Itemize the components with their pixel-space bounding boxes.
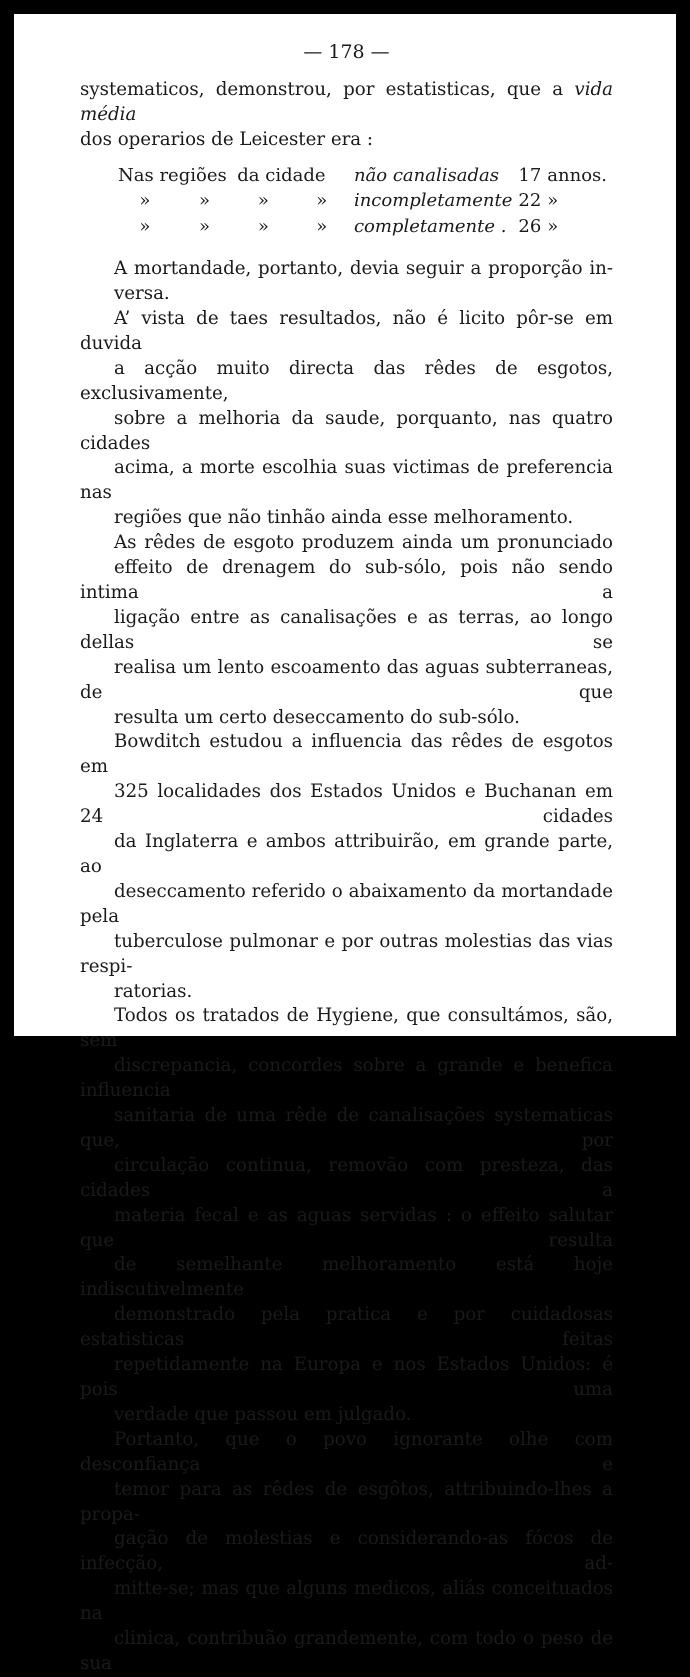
text-line: ligação entre as canalisações e as terras, ao longo dellas se [80, 606, 613, 653]
text-line: temor para as rêdes de esgôtos, attribuindo-lhes a propa- [80, 1478, 613, 1525]
intro-paragraph [80, 78, 613, 153]
unit: annos. [547, 164, 607, 186]
text-line: sanitaria de uma rêde de canalisações systematicas que, por [80, 1105, 613, 1151]
ditto-mark: » [257, 190, 269, 212]
ditto-mark: » [139, 190, 151, 212]
ditto-mark: » [316, 190, 328, 212]
text-line: discrepancia, concordes sobre a grande e benefica influencia [80, 1055, 613, 1102]
region-type: incompletamente [353, 190, 513, 212]
region-type: completamente . [353, 215, 507, 237]
text-line: demonstrado pela pratica e por cuidadosas estatisticas feitas [80, 1304, 613, 1351]
years-value: 26 [518, 215, 542, 237]
text-line: sobre a melhoria da saude, porquanto, nas quatro cidades [80, 407, 613, 454]
page-text [80, 40, 613, 1677]
text-line: de semelhante melhoramento está hoje indiscutivelmente [80, 1254, 613, 1301]
table-row [118, 188, 613, 214]
text-line: verdade que passou em julgado. [114, 1403, 412, 1425]
page-number: — 178 — [303, 41, 390, 63]
table-row [118, 163, 613, 189]
row-label-mid: da cidade [237, 164, 326, 186]
text-line: materia fecal e as aguas servidas : o effeito salutar que resulta [80, 1204, 613, 1251]
text-line: realisa um lento escoamento das aguas subterraneas, de que [80, 656, 613, 703]
ditto-mark: » [198, 215, 210, 237]
ditto-mark: » [139, 215, 151, 237]
paragraph-hygiene [80, 1004, 613, 1427]
text-line: Todos os tratados de Hygiene, que consultámos, são, sem [80, 1005, 613, 1052]
text-line: 325 localidades dos Estados Unidos e Buchanan em 24 cidades [80, 781, 613, 828]
unit: » [547, 190, 559, 212]
text-line: effeito de drenagem do sub-sólo, pois não sendo intima a [80, 557, 613, 603]
paragraph-conclusion [80, 1428, 613, 1677]
text-line: deseccamento referido o abaixamento da mortandade pela [80, 880, 613, 927]
years-value: 22 [518, 190, 542, 212]
text-line: ratorias. [114, 980, 193, 1002]
table-row [118, 214, 613, 240]
text-line: circulação continua, removão com presteza, das cidades a [80, 1154, 613, 1201]
text-line: systematicos, demonstrou, por estatisticas, que a vida média [80, 79, 613, 125]
text-line: dos operarios de Leicester era : [80, 128, 374, 150]
paragraph-bowditch [80, 730, 613, 1004]
text-line: a acção muito directa das rêdes de esgotos, exclusivamente, [80, 357, 613, 404]
text-line: Bowditch estudou a influencia das rêdes de esgotos em [80, 731, 613, 778]
paragraph-drainage [80, 531, 613, 730]
text-line: repetidamente na Europa e nos Estados Unidos: é pois uma [80, 1354, 613, 1400]
text-line: regiões que não tinhão ainda esse melhoramento. [114, 507, 574, 529]
region-type: não canalisadas [353, 164, 499, 186]
text-line: A’ vista de taes resultados, não é licito pôr-se em duvida [80, 308, 613, 354]
life-expectancy-table [118, 163, 613, 240]
ditto-mark: » [198, 190, 210, 212]
text-line: tuberculose pulmonar e por outras molestias das vias respi- [80, 930, 613, 977]
text-line: gação de molestias e considerando-as fócos de infecção, ad- [80, 1528, 613, 1575]
paragraph-mortality [80, 257, 613, 307]
unit: » [547, 215, 559, 237]
book-page [14, 14, 676, 1674]
text-line: A mortandade, portanto, devia seguir a proporção in- [114, 258, 613, 280]
text-line: As rêdes de esgoto produzem ainda um pronunciado [114, 532, 613, 554]
emphasis: vida média [80, 79, 613, 125]
row-label: Nas regiões [118, 164, 227, 186]
ditto-mark: » [316, 215, 328, 237]
text-line: resulta um certo deseccamento do sub-sólo. [114, 706, 520, 728]
paragraph-results [80, 307, 613, 531]
text-line: versa. [114, 283, 170, 305]
text-line: clinica, contribuão grandemente, com todo o peso de sua [80, 1628, 613, 1674]
text-line: mitte-se; mas que alguns medicos, aliás conceituados na [80, 1578, 613, 1625]
text-line: da Inglaterra e ambos attribuirão, em grande parte, ao [80, 831, 613, 877]
text-line: acima, a morte escolhia suas victimas de preferencia nas [80, 457, 613, 504]
years-value: 17 [518, 164, 542, 186]
text-line: Portanto, que o povo ignorante olhe com desconfiança e [80, 1428, 613, 1475]
ditto-mark: » [257, 215, 269, 237]
